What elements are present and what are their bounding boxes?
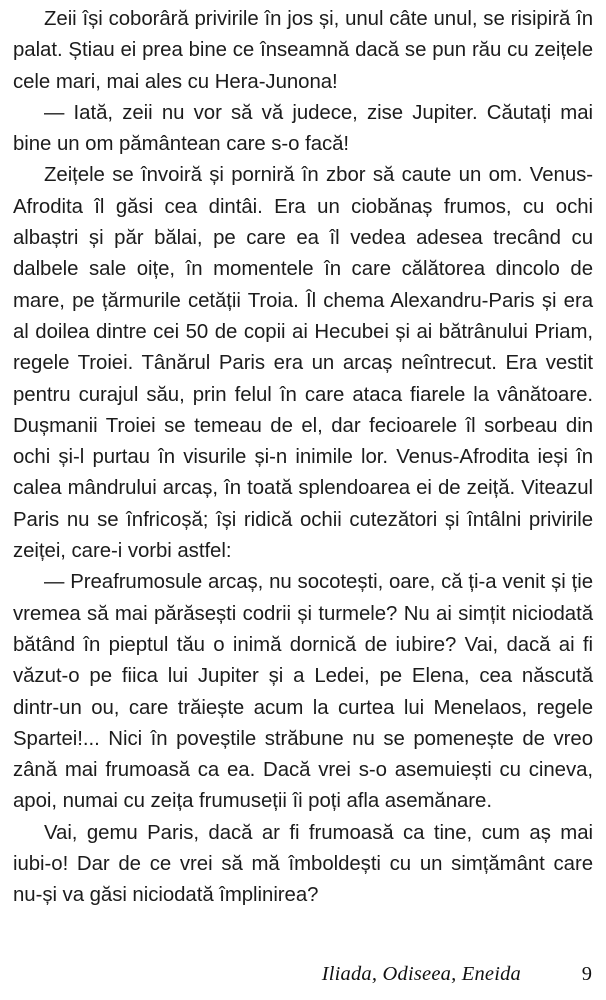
footer-book-title: Iliada, Odiseea, Eneida: [321, 963, 521, 985]
page-footer: [13, 963, 592, 993]
paragraph: Zeii își coborâră privirile în jos și, unul câte unul, se risipiră în palat. Știau ei prea bine ce înseamnă dacă se pun rău cu zeițele cele mari, mai ales cu Hera-Junona!: [13, 8, 593, 93]
paragraph: Zeițele se învoiră și porniră în zbor să caute un om. Venus-Afrodita îl găsi cea dintâi. Era un ciobănaș frumos, cu ochi albaștri și păr bălai, pe care ea îl vedea adesea trecând cu dalbele sale oițe, în momentele în care călătorea dincolo de mare, pe țărmurile cetății Troia. Îl chema Alexandru-Paris și era al doilea dintre cei 50 de copii ai Hecubei și ai bătrânului Priam, regele Troiei. Tânărul Paris era un arcaș neîntrecut. Era vestit pentru curajul său, prin felul în care ataca fiarele la vânătoare. Dușmanii Troiei se temeau de el, dar fecioarele îl sorbeau din ochi și-l purtau în visurile și-n inimile lor. Venus-Afrodita ieși în calea mândrului arcaș, în toată splendoarea ei de zeiță. Viteazul Paris nu se înfricoșă; își ridică ochii cutezători și întâlni privirile zeiței, care-i vorbi astfel:: [13, 164, 593, 563]
paragraph: Vai, gemu Paris, dacă ar fi frumoasă ca tine, cum aș mai iubi-o! Dar de ce vrei să mă îmboldești cu un simțământ care nu-și va găsi niciodată împlinirea?: [13, 821, 593, 907]
page-body-text: [13, 4, 593, 912]
paragraph: — Preafrumosule arcaș, nu socotești, oare, că ți-a venit și ție vremea să mai părăsești codrii și turmele? Nu ai simțit niciodată bătând în pieptul tău o inimă dornică de iubire? Vai, dacă ai fi văzut-o pe fiica lui Jupiter și a Ledei, pe Elena, cea născută dintr-un ou, care trăiește acum la curtea lui Menelaos, regele Spartei!... Nici în poveștile străbune nu se pomenește de vreo zână mai frumoasă ca ea. Dacă vrei s-o asemuiești cu cineva, apoi, numai cu zeița frumuseții îi poți afla asemănare.: [13, 571, 593, 813]
page-number: 9: [581, 963, 592, 985]
paragraph: — Iată, zeii nu vor să vă judece, zise Jupiter. Căutați mai bine un om pământean care s-o facă!: [13, 101, 593, 156]
